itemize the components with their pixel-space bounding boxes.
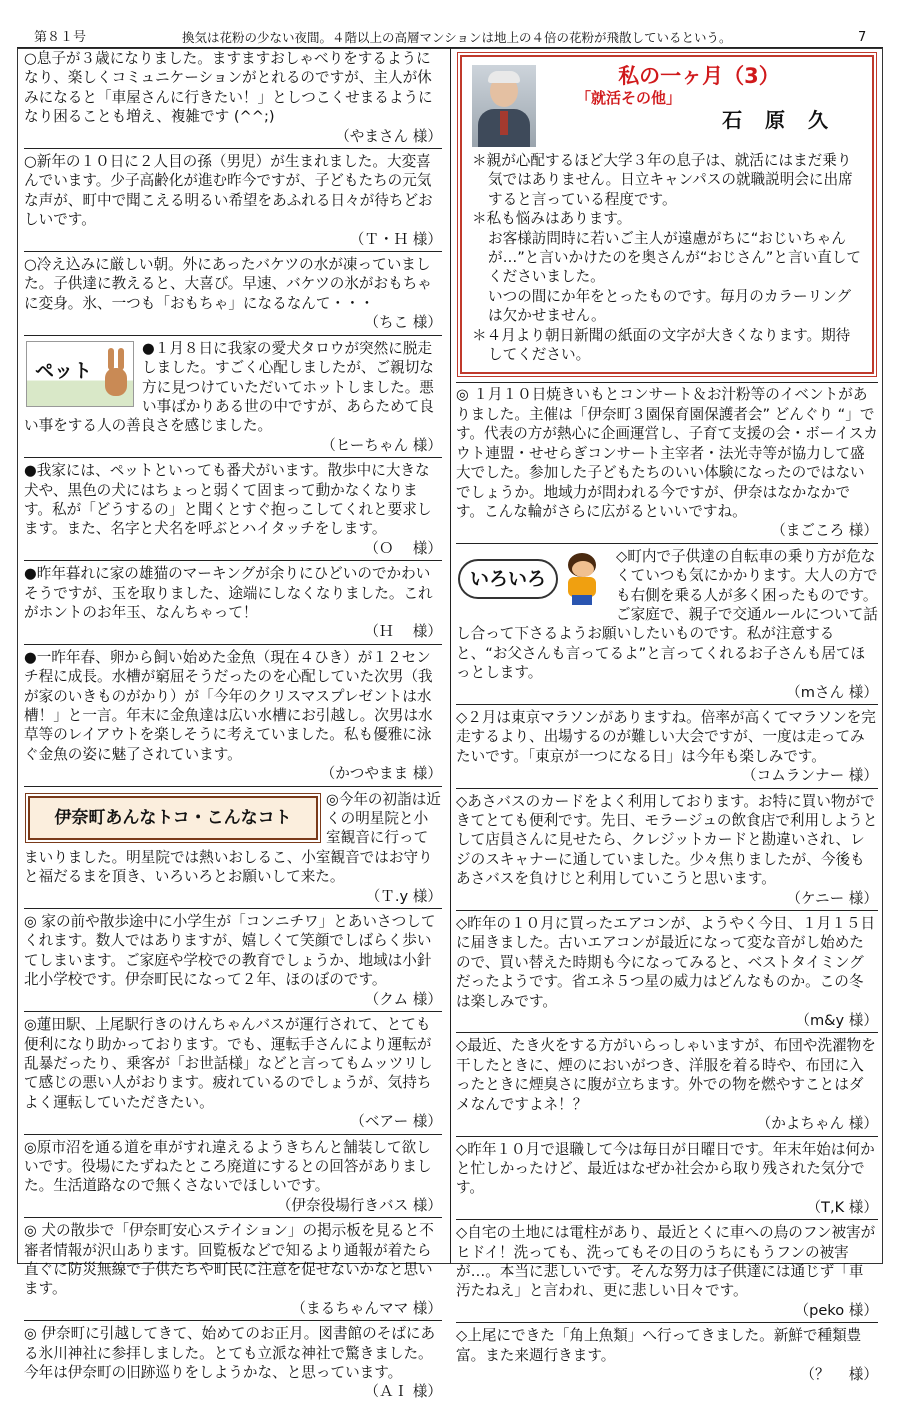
- entry-signature: （コムランナー 様）: [742, 767, 878, 785]
- reader-entry: [24, 461, 442, 561]
- entry-signature: （まごころ 様）: [771, 522, 878, 540]
- reader-entry: [456, 382, 878, 543]
- anna-section-intro: [24, 790, 442, 909]
- iroiro-section-intro: [456, 547, 878, 705]
- featured-title: 私の一ヶ月（3）: [618, 64, 780, 88]
- rabbit-icon: [105, 348, 127, 396]
- reader-entry: [24, 912, 442, 1012]
- entry-text: ◇あさバスのカードをよく利用しております。お特に買い物ができてとても便利です。先日、モラージュの飲食店で利用しようとして店員さんに見せたら、クレジットカードと勘違いされ、レジのスキャナーに通していました。少々焦りましたが、今後もあさバスを負けじと利用していこうと思います。: [456, 792, 878, 888]
- entry-text: ◎蓮田駅、上尾駅行きのけんちゃんバスが運行されて、とても便利になり助かっております。でも、運転手さんにより運転が乱暴だったり、乗客が「お世話様」などと言ってもムッツリして感じの悪い人がおります。疲れているのでしょうが、気持ちよく運転していただきたい。: [24, 1016, 433, 1111]
- entry-text: ◎ 伊奈町に引越してきて、始めてのお正月。図書館のそばにある氷川神社に参拝しました。とても立派な神社で驚きました。今年は伊奈町の旧跡巡りをしようかな、と思っています。: [24, 1325, 436, 1381]
- reader-entry: [24, 648, 442, 787]
- entry-text: ●昨年暮れに家の雄猫のマーキングが余りにひどいのでかわいそうですが、玉を取りました、途端にしなくなりました。これがホントのお年玉、なんちゃって！: [24, 565, 433, 621]
- reader-entry: [456, 1223, 878, 1323]
- featured-author: 石 原 久: [722, 108, 836, 132]
- iroiro-heading-label: いろいろ: [458, 559, 558, 599]
- entry-text: ○息子が３歳になりました。ますますおしゃべりをするようになり、楽しくコミュニケーションがとれるのですが、主人が休みになると「車屋さんに行きたい！」としつこくせまるようになり困ることも増え、複雑です (^^;): [24, 50, 433, 126]
- pet-heading-label: ペット: [35, 359, 93, 382]
- pet-section-heading: [26, 341, 134, 407]
- reader-entry: [24, 255, 442, 336]
- reader-entry: [456, 1140, 878, 1221]
- page-number: 7: [858, 30, 867, 45]
- entry-signature: （？ 様）: [800, 1365, 878, 1383]
- entry-signature: （クム 様）: [364, 990, 442, 1008]
- entry-text: ◇町内で子供達の自転車の乗り方が危なくていつも気にかかります。大人の方でも右側を乗る人が多く困ったものです。ご家庭で、親子で交通ルールについて話し合って下さるようお願いしたいものです。私が注意すると、“お父さんも言ってるよ”と言ってくれるお子さんも居てほっとします。: [456, 547, 878, 682]
- entry-signature: （mさん 様）: [786, 683, 878, 701]
- reader-entry: [456, 792, 878, 911]
- column-divider: [450, 48, 451, 1264]
- entry-text: ◇上尾にできた「角上魚類」へ行ってきました。新鮮で種類豊富。また来週行きます。: [456, 1327, 862, 1364]
- author-photo: [472, 65, 536, 147]
- entry-signature: （やまさん 様）: [335, 127, 442, 145]
- featured-paragraph: ＊４月より朝日新聞の紙面の文字が大きくなります。期待してください。: [472, 326, 851, 364]
- entry-text: ◎ 犬の散歩で「伊奈町安心ステイション」の掲示板を見ると不審者情報が沢山あります。回覧板などで知るより通報が着たら直ぐに防災無線で子供たちや町民に注意を促せないかなと思います。: [24, 1222, 434, 1298]
- entry-signature: （m&y 様）: [795, 1012, 878, 1030]
- entry-text: ◎ 家の前や散歩途中に小学生が「コンニチワ」とあいさつしてくれます。数人ではありますが、嬉しくて笑顔でしばらく歩いてしまいます。ご家庭や学校での教育でしょうか、地域は小針北小学校です。伊奈町民になって２年、ほのぼのです。: [24, 913, 436, 989]
- entry-signature: （ヒーちゃん 様）: [321, 436, 442, 454]
- featured-column-box: [460, 55, 874, 374]
- entry-signature: （Ｔ.y 様）: [365, 887, 442, 905]
- entry-text: ○新年の１０日に２人目の孫（男児）が生まれました。大変喜んでいます。少子高齢化が進む昨今ですが、子どもたちの元気な声が、町中で聞こえる明るい希望をあふれる日々が待ちどおしいです。: [24, 153, 433, 229]
- left-column: [24, 49, 442, 1407]
- anna-section-heading: 伊奈町あんなトコ・こんなコト: [28, 796, 318, 840]
- reader-entry: [24, 1221, 442, 1321]
- entry-signature: （伊奈役場行きバス 様）: [276, 1196, 442, 1214]
- entry-signature: （T,K 様）: [806, 1198, 878, 1216]
- entry-signature: （peko 様）: [794, 1301, 878, 1319]
- reader-entry: [456, 1036, 878, 1136]
- featured-subtitle: 「就活その他」: [576, 89, 682, 107]
- pet-section-intro: [24, 339, 442, 458]
- header-tagline: 換気は花粉の少ない夜間。４階以上の高層マンションは地上の４倍の花粉が飛散しているという。: [182, 30, 732, 45]
- entry-text: ◇自宅の土地には電柱があり、最近とくに車への鳥のフン被害がヒドイ！洗っても、洗ってもその日のうちにもうフンの被害が…。本当に悲しいです。そんな努力は子供達には通じず「車汚たねえ」と言われ、更に悲しい日々です。: [456, 1224, 876, 1300]
- iroiro-section-heading: [458, 549, 610, 607]
- featured-paragraph: ＊親が心配するほど大学３年の息子は、就活にはまだ乗り気ではありません。日立キャンパスの就職説明会に出席すると言っている程度です。: [472, 152, 853, 208]
- reader-entry: [24, 1138, 442, 1219]
- featured-paragraph: ＊私も悩みはあります。: [472, 210, 632, 228]
- entry-signature: （ベアー 様）: [350, 1113, 442, 1131]
- reader-entry: [24, 564, 442, 645]
- entry-text: ●我家には、ペットといっても番犬がいます。散歩中に大きな犬や、黒色の犬にはちょっと弱くて固まって動かなくなります。私が「どうするの」と聞くとすぐ抱っこしてくれと要求します。また、名字と犬名を呼ぶとハイタッチをします。: [24, 462, 432, 538]
- entry-signature: （Ｔ・Ｈ 様）: [349, 230, 442, 248]
- entry-signature: （Ｏ 様）: [364, 539, 442, 557]
- featured-paragraph: お客様訪問時に若いご主人が遠慮がちに“おじいちゃんが…”と言いかけたのを奥さんが“おじさん”と言い直してくださいました。: [488, 229, 861, 286]
- entry-signature: （Ｈ 様）: [364, 623, 442, 641]
- entry-text: ●１月８日に我家の愛犬タロウが突然に脱走しました。すごく心配しましたが、ご親切な方に見つけていただいてホットしました。悪い事ばかりある世の中ですが、あらためて良い事をする人の善良さを感じました。: [24, 339, 434, 435]
- entry-signature: （ちこ 様）: [364, 314, 442, 332]
- entry-signature: （ケニー 様）: [786, 889, 878, 907]
- entry-signature: （かよちゃん 様）: [756, 1115, 878, 1133]
- reader-entry: [24, 1015, 442, 1134]
- entry-text: ◇昨年の１０月に買ったエアコンが、ようやく今日、１月１５日に届きました。古いエアコンが最近になって変な音がし始めたので、買い替えた時期も今になってみると、ベストタイミングだったようです。省エネ５つ星の威力はどんなものか。この冬は楽しみです。: [456, 915, 876, 1010]
- entry-text: ◇２月は東京マラソンがありますね。倍率が高くてマラソンを完走するより、出場するのが難しい大会ですが、一度は走ってみたいです。「東京が一つになる日」は今年も楽しみです。: [456, 708, 876, 765]
- reader-entry: [456, 708, 878, 789]
- featured-paragraph: いつの間にか年をとったものです。毎月のカラーリングは欠かせません。: [488, 287, 852, 325]
- entry-text: ◇昨年１０月で退職して今は毎日が日曜日です。年末年始は何かと忙しかったけど、最近はなぜか社会から取り残された気分です。: [456, 1140, 875, 1197]
- child-illustration-icon: [560, 551, 606, 605]
- entry-text: ◎今年の初詣は近くの明星院と小室観音に行ってまいりました。明星院では熱いおしるこ、小室観音ではお守りと福だるまを頂き、いろいろとお願いして来た。: [24, 790, 441, 886]
- reader-entry: [24, 1324, 442, 1404]
- reader-entry: [24, 49, 442, 149]
- issue-number: 第８１号: [34, 30, 87, 45]
- entry-text: ◇最近、たき火をする方がいらっしゃいますが、布団や洗濯物を干したときに、煙のにおいがつき、洋服を着る時や、布団に入ったときに煙臭さに腹が立ちます。外での物を燃やすことはダメなんですよネ！？: [456, 1037, 876, 1113]
- entry-text: ◎原市沼を通る道を車がすれ違えるようきちんと舗装して欲しいです。役場にたずねたところ廃道にするとの回答がありました。生活道路なので無くさないでほしいです。: [24, 1138, 432, 1195]
- entry-text: ○冷え込みに厳しい朝。外にあったバケツの水が凍っていました。子供達に教えると、大喜び。早速、バケツの氷がおもちゃに変身。氷、一つも「おもちゃ」になるなんて・・・: [24, 256, 432, 312]
- entry-text: ●一昨年春、卵から飼い始めた金魚（現在４ひき）が１２センチ程に成長。水槽が窮屈そうだったのを心配していた次男（我が家のいきものがかり）が「今年のクリスマスプレゼントは水槽！」と一言。年末に金魚達は広い水槽にお引越し。次男は水草等のレイアウトを楽しそうに考えていました。私も優雅に泳ぐ金魚の姿に魅了されています。: [24, 648, 433, 763]
- entry-signature: （かつやまま 様）: [320, 765, 442, 783]
- reader-entry: [24, 152, 442, 252]
- entry-signature: （まるちゃんママ 様）: [291, 1299, 442, 1317]
- reader-entry: [456, 914, 878, 1033]
- reader-entry: [456, 1326, 878, 1386]
- right-column: [456, 49, 878, 1389]
- entry-signature: （ＡＩ 様）: [364, 1383, 442, 1401]
- entry-text: ◎ １月１０日焼きいもとコンサート＆お汁粉等のイベントがありました。主催は「伊奈町３園保育園保護者会” どんぐり “」です。代表の方が熱心に企画運営し、子育て支援の会・ボーイスカウト連盟・せせらぎコンサート主宰者・法光寺等が協力して盛大でした。参加した子どもたちのいい体験になったのではないでしょうか。地域力が問われる今ですが、伊奈はなかなかです。こんな輪がさらに広がるといいですね。: [456, 386, 878, 520]
